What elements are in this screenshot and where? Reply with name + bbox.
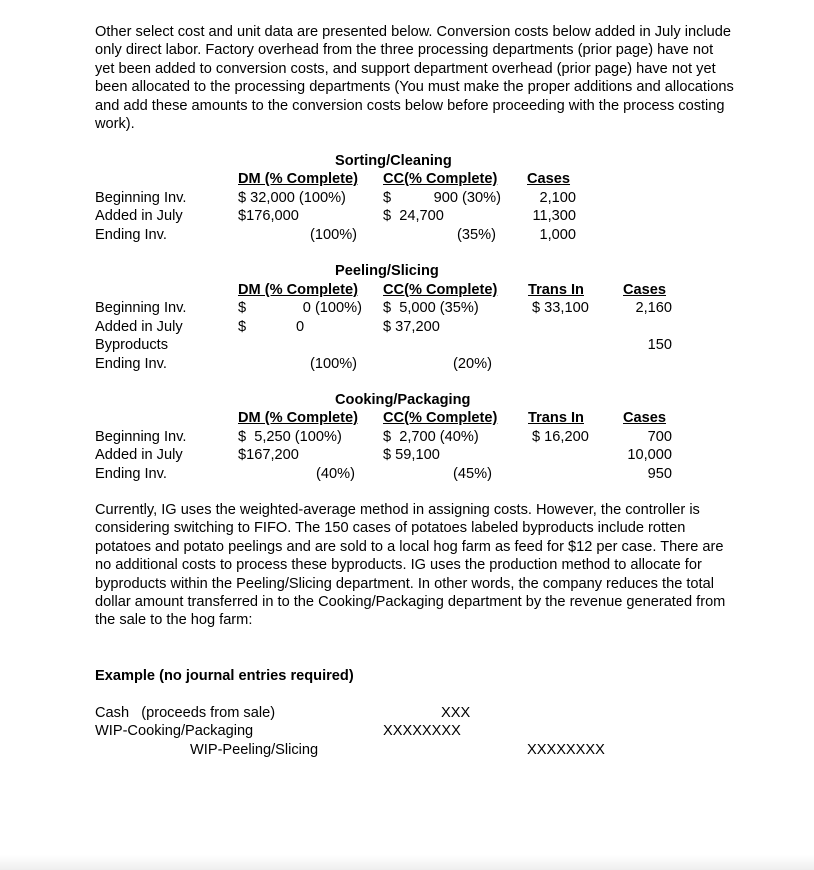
cooking-title: Cooking/Packaging: [335, 392, 471, 408]
sorting-beg-dm: $ 32,000 (100%): [238, 190, 346, 206]
byproducts-paragraph: Currently, IG uses the weighted-average method in assigning costs. However, the controller is considering switching to FIFO. The 150 cases of potatoes labeled byproducts include rotten potatoes and potato peelings and are sold to a local hog farm as feed for $12 per case. There are no additional costs to process these byproducts. IG uses the production method to allocate for byproducts within the Peeling/Slicing department. In other words, the company reduces the total dollar amount transferred in to the Cooking/Packaging department by the revenue generated from the sale to the hog farm:: [95, 502, 726, 629]
sorting-add-dm: $176,000: [238, 208, 299, 224]
peeling-end-cc: (20%): [453, 356, 492, 372]
peeling-beg-transin: $ 33,100: [532, 300, 589, 316]
cooking-beg-dm: $ 5,250 (100%): [238, 429, 342, 445]
example-debit-wip-cooking: XXXXXXXX: [383, 723, 461, 739]
cooking-dm-header: DM (% Complete): [238, 410, 358, 426]
sorting-row-beginning: Beginning Inv.: [95, 190, 187, 206]
example-heading: Example (no journal entries required): [95, 668, 354, 684]
sorting-beg-cc-symbol: $: [383, 190, 392, 206]
peeling-beg-dm: 0 (100%): [302, 300, 362, 316]
cooking-beg-cc: $ 2,700 (40%): [383, 429, 479, 445]
cooking-transin-header: Trans In: [528, 410, 584, 426]
peeling-row-beginning: Beginning Inv.: [95, 300, 187, 316]
sorting-cases-header: Cases: [527, 171, 571, 187]
cooking-row-beginning: Beginning Inv.: [95, 429, 187, 445]
cooking-end-dm: (40%): [316, 466, 355, 482]
example-line-wip-peeling: WIP-Peeling/Slicing: [190, 742, 319, 758]
cooking-beg-cases: 700: [647, 429, 672, 445]
cooking-end-cc: (45%): [453, 466, 492, 482]
example-line-wip-cooking: WIP-Cooking/Packaging: [95, 723, 254, 739]
sorting-end-dm: (100%): [310, 227, 358, 243]
cooking-row-added: Added in July: [95, 447, 183, 463]
cooking-beg-transin: $ 16,200: [532, 429, 589, 445]
sorting-end-cc: (35%): [457, 227, 496, 243]
peeling-beg-cases: 2,160: [635, 300, 672, 316]
cooking-cc-header: CC(% Complete): [383, 410, 498, 426]
intro-paragraph: Other select cost and unit data are presented below. Conversion costs below added in July include only direct labor. Factory overhead from the three processing departments (prior page) have not yet been added to conversion costs, and support department overhead (prior page) have not yet been allocated to the processing departments (You must make the proper additions and allocations and add these amounts to the conversion costs below before proceeding with the process costing work).: [95, 24, 734, 133]
peeling-add-dm: 0: [296, 319, 305, 335]
peeling-byproducts-cases: 150: [647, 337, 672, 353]
peeling-title: Peeling/Slicing: [335, 263, 439, 279]
peeling-end-dm: (100%): [310, 356, 358, 372]
sorting-beg-cases: 2,100: [539, 190, 576, 206]
cooking-end-cases: 950: [647, 466, 672, 482]
sorting-beg-cc: 900 (30%): [433, 190, 501, 206]
cooking-add-cases: 10,000: [627, 447, 672, 463]
peeling-cases-header: Cases: [623, 282, 667, 298]
sorting-end-cases: 1,000: [539, 227, 576, 243]
peeling-row-byproducts: Byproducts: [95, 337, 169, 353]
sorting-dm-header: DM (% Complete): [238, 171, 358, 187]
cooking-cases-header: Cases: [623, 410, 667, 426]
peeling-row-added: Added in July: [95, 319, 183, 335]
cooking-add-cc: $ 59,100: [383, 447, 440, 463]
peeling-add-cc: $ 37,200: [383, 319, 440, 335]
example-credit-wip-peeling: XXXXXXXX: [527, 742, 605, 758]
peeling-transin-header: Trans In: [528, 282, 584, 298]
peeling-dm-header: DM (% Complete): [238, 282, 358, 298]
cooking-row-ending: Ending Inv.: [95, 466, 167, 482]
page-bottom-edge: [0, 855, 814, 870]
sorting-add-cases: 11,300: [532, 208, 576, 224]
peeling-beg-cc: $ 5,000 (35%): [383, 300, 479, 316]
peeling-cc-header: CC(% Complete): [383, 282, 498, 298]
sorting-row-added: Added in July: [95, 208, 183, 224]
sorting-add-cc: $ 24,700: [383, 208, 444, 224]
example-debit-cash: XXX: [441, 705, 471, 721]
peeling-beg-dm-symbol: $: [238, 300, 247, 316]
sorting-row-ending: Ending Inv.: [95, 227, 167, 243]
peeling-add-dm-symbol: $: [238, 319, 247, 335]
sorting-cc-header: CC(% Complete): [383, 171, 498, 187]
cooking-add-dm: $167,200: [238, 447, 299, 463]
example-line-cash: Cash (proceeds from sale): [95, 705, 276, 721]
sorting-title: Sorting/Cleaning: [335, 153, 452, 169]
peeling-row-ending: Ending Inv.: [95, 356, 167, 372]
